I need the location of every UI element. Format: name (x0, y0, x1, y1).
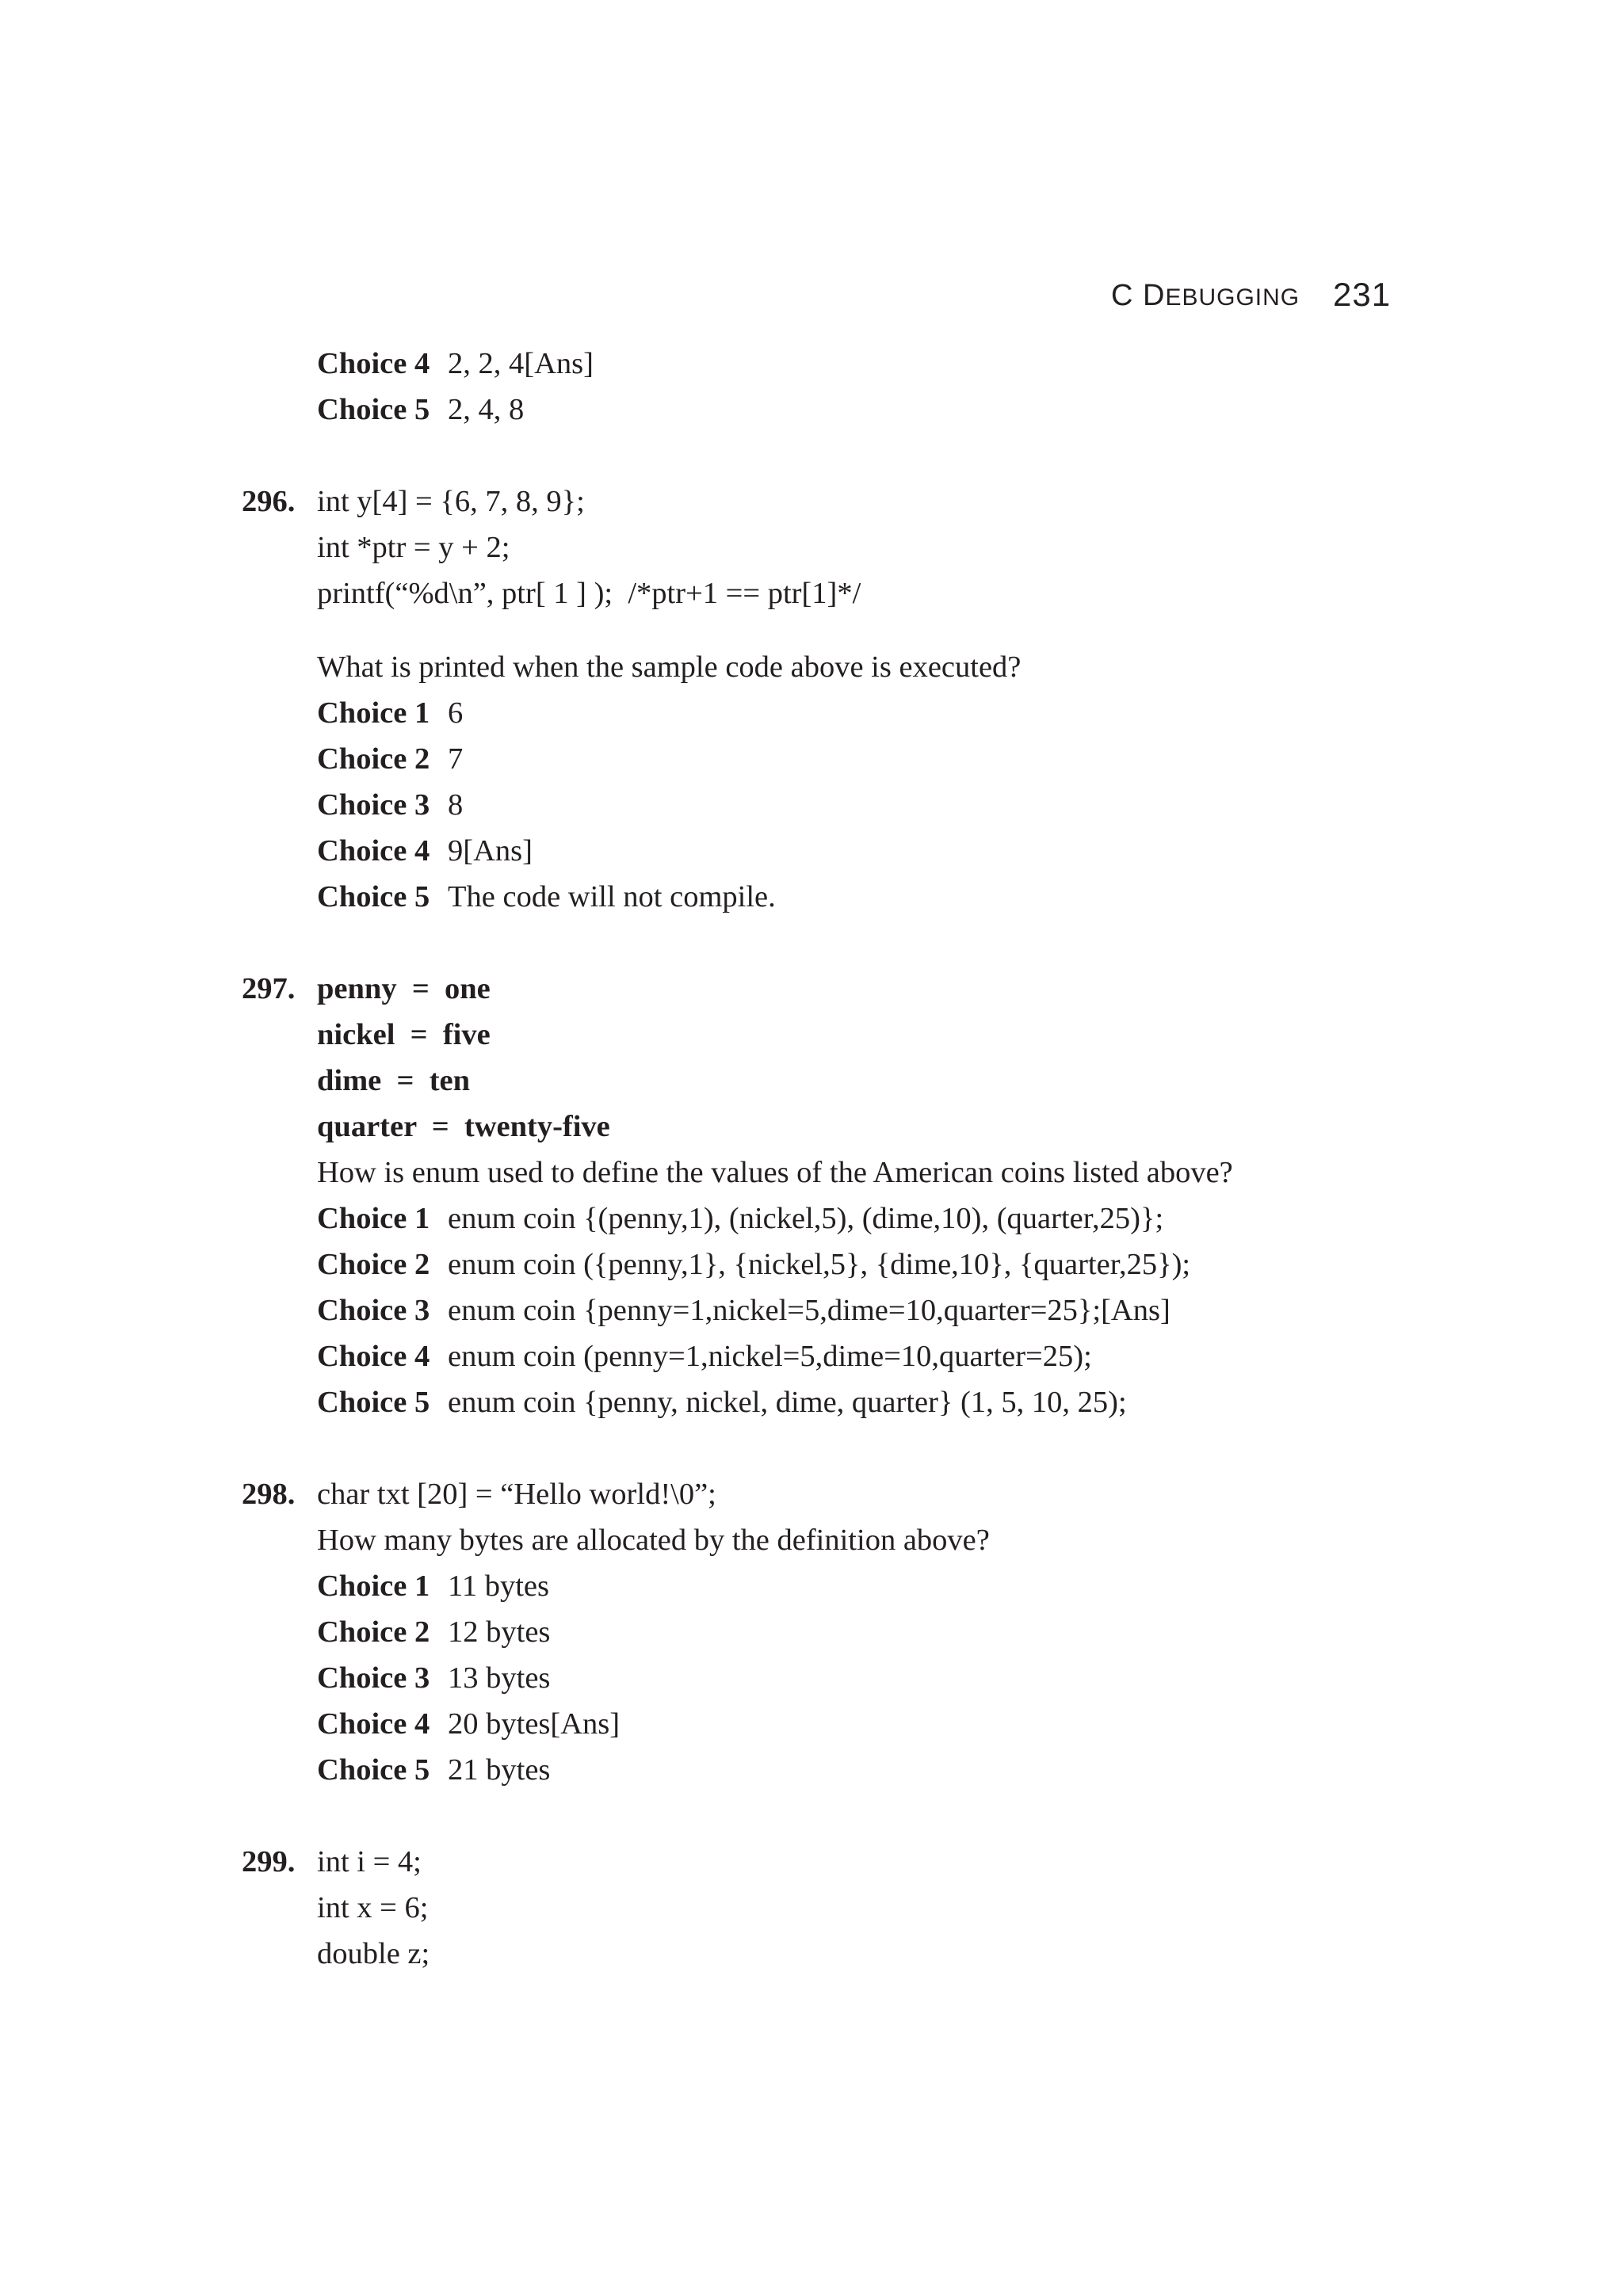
choice-row (242, 1333, 1430, 1379)
choice-text: 7 (448, 742, 464, 776)
chapter-title-initial: C D (1111, 279, 1166, 312)
choice-text: enum coin {(penny,1), (nickel,5), (dime,10), (quarter,25)}; (448, 1202, 1164, 1235)
choice-label: Choice 4 (317, 834, 430, 868)
choice-label: Choice 5 (317, 393, 430, 426)
choice-text: 12 bytes (448, 1615, 551, 1649)
choice-row (242, 828, 1430, 874)
choice-label: Choice 4 (317, 1707, 430, 1741)
code-line: char txt [20] = “Hello world!\0”; (317, 1478, 716, 1511)
choice-text: The code will not compile. (448, 880, 776, 913)
choice-label: Choice 1 (317, 696, 430, 730)
question-296-code-line (242, 570, 1430, 616)
question-number: 298. (242, 1478, 296, 1511)
choice-row (242, 387, 1430, 433)
coin-definition: quarter = twenty-five (317, 1110, 610, 1143)
choice-label: Choice 2 (317, 1615, 430, 1649)
page-content (242, 341, 1430, 1977)
choice-row (242, 874, 1430, 920)
choice-row (242, 736, 1430, 782)
question-299-code-line (242, 1885, 1430, 1931)
choice-text: 9[Ans] (448, 834, 533, 868)
chapter-title (1111, 279, 1300, 313)
choice-row (242, 782, 1430, 828)
choice-row (242, 1747, 1430, 1793)
question-297-line (242, 1104, 1430, 1150)
choice-label: Choice 4 (317, 347, 430, 380)
choice-label: Choice 4 (317, 1340, 430, 1373)
choice-text: enum coin {penny, nickel, dime, quarter} (1, 5, 10, 25); (448, 1386, 1127, 1419)
code-line: int i = 4; (317, 1845, 422, 1878)
choice-text: 2, 4, 8 (448, 393, 525, 426)
choice-row (242, 1701, 1430, 1747)
choice-text: 21 bytes (448, 1753, 551, 1787)
choice-text: 2, 2, 4[Ans] (448, 347, 594, 380)
question-296-code-line (242, 479, 1430, 524)
code-line: int x = 6; (317, 1891, 429, 1924)
choice-label: Choice 3 (317, 788, 430, 822)
question-number: 296. (242, 485, 296, 518)
choice-label: Choice 1 (317, 1569, 430, 1603)
code-line: int y[4] = {6, 7, 8, 9}; (317, 485, 585, 518)
running-head (1094, 273, 1395, 320)
choice-row (242, 1379, 1430, 1425)
choice-row (242, 1196, 1430, 1241)
question-text: How is enum used to define the values of the American coins listed above? (317, 1156, 1233, 1189)
choice-label: Choice 3 (317, 1294, 430, 1327)
choice-text: 6 (448, 696, 464, 730)
coin-definition: nickel = five (317, 1018, 491, 1051)
question-298-code-line (242, 1471, 1430, 1517)
choice-row (242, 1241, 1430, 1287)
coin-definition: penny = one (317, 972, 491, 1005)
chapter-title-rest: EBUGGING (1165, 284, 1300, 311)
code-line: printf(“%d\n”, ptr[ 1 ] ); /*ptr+1 == ptr[1]*/ (317, 577, 861, 610)
question-299-code-line (242, 1839, 1430, 1885)
choice-text: enum coin (penny=1,nickel=5,dime=10,quarter=25); (448, 1340, 1092, 1373)
choice-label: Choice 2 (317, 1248, 430, 1281)
choice-text: 11 bytes (448, 1569, 549, 1603)
question-297-line (242, 1012, 1430, 1058)
choice-text: enum coin ({penny,1}, {nickel,5}, {dime,10}, {quarter,25}); (448, 1248, 1191, 1281)
choice-label: Choice 5 (317, 880, 430, 913)
choice-row (242, 1655, 1430, 1701)
choice-text: 13 bytes (448, 1661, 551, 1695)
choice-row (242, 1287, 1430, 1333)
choice-label: Choice 5 (317, 1386, 430, 1419)
choice-text: 8 (448, 788, 464, 822)
page-number: 231 (1333, 276, 1392, 313)
code-line: double z; (317, 1937, 430, 1970)
choice-label: Choice 5 (317, 1753, 430, 1787)
coin-definition: dime = ten (317, 1064, 471, 1097)
question-number: 299. (242, 1845, 296, 1878)
question-297-line (242, 966, 1430, 1012)
question-text: How many bytes are allocated by the definition above? (317, 1524, 990, 1557)
question-number: 297. (242, 972, 296, 1005)
question-297-line (242, 1058, 1430, 1104)
choice-row (242, 690, 1430, 736)
choice-text: 20 bytes[Ans] (448, 1707, 621, 1741)
question-text: What is printed when the sample code above is executed? (317, 650, 1022, 684)
choice-row (242, 1609, 1430, 1655)
choice-text: enum coin {penny=1,nickel=5,dime=10,quarter=25};[Ans] (448, 1294, 1170, 1327)
choice-label: Choice 3 (317, 1661, 430, 1695)
choice-row (242, 341, 1430, 387)
choice-label: Choice 2 (317, 742, 430, 776)
choice-row (242, 1563, 1430, 1609)
question-296-code-line (242, 524, 1430, 570)
choice-label: Choice 1 (317, 1202, 430, 1235)
question-299-code-line (242, 1931, 1430, 1977)
code-line: int *ptr = y + 2; (317, 531, 510, 564)
